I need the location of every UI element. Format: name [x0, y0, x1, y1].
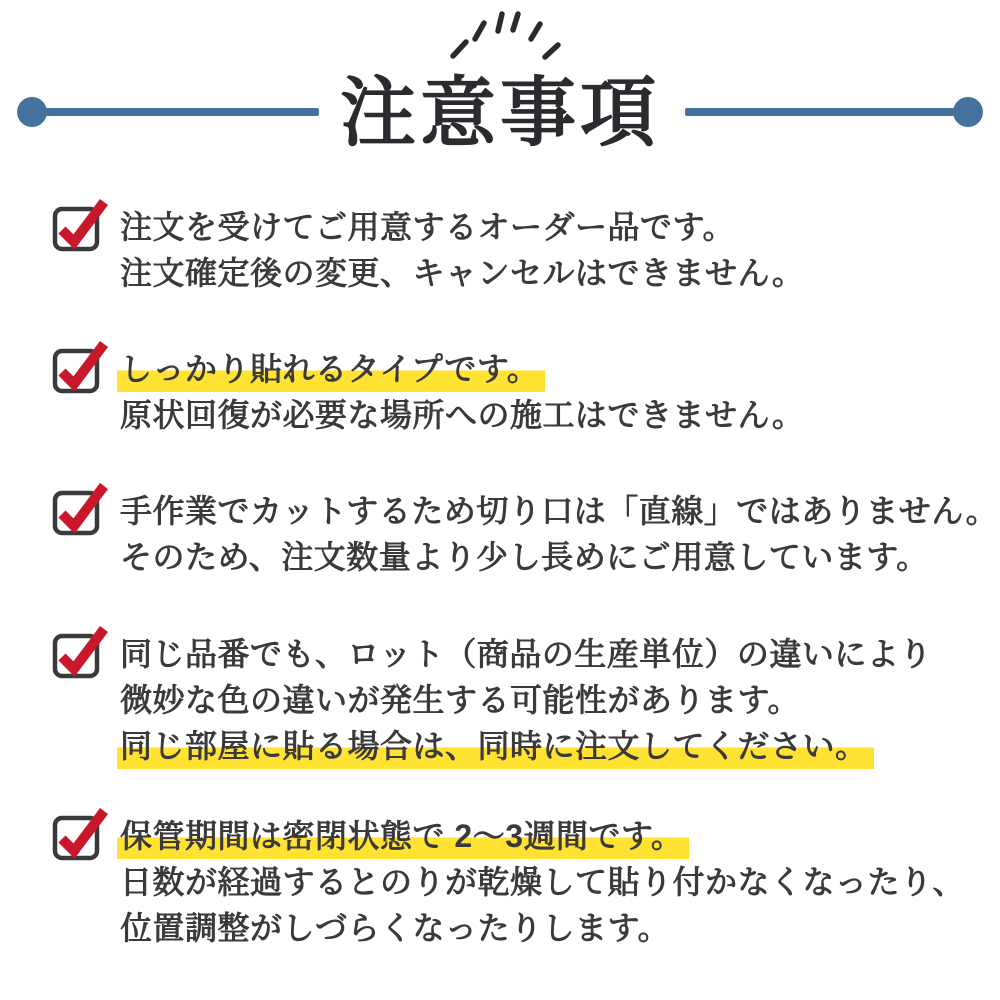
highlighted-text: 保管期間は密閉状態で 2～3週間です。	[117, 818, 689, 859]
checkbox-checked-icon	[52, 196, 110, 254]
notice-line: そのため、注文数量より少し長めにご用意しています。	[120, 539, 929, 575]
notice-line: 微妙な色の違いが発生する可能性があります。	[120, 682, 800, 718]
notice-item	[52, 805, 965, 951]
notice-line: 原状回復が必要な場所への施工はできません。	[120, 397, 805, 433]
highlighted-text: しっかり貼れるタイプです。	[117, 351, 545, 392]
notice-line: 注文を受けてご用意するオーダー品です。	[120, 209, 735, 245]
notice-line: 同じ品番でも、ロット（商品の生産単位）の違いにより	[120, 636, 932, 672]
notice-line	[120, 813, 965, 859]
checkbox-checked-icon	[52, 623, 110, 681]
notice-item	[52, 480, 998, 580]
notice-line	[120, 723, 932, 769]
highlighted-text: 同じ部屋に貼る場合は、同時に注文してください。	[117, 728, 874, 769]
notice-text	[120, 813, 965, 951]
notice-text	[120, 631, 932, 769]
checkbox-checked-icon	[52, 338, 110, 396]
notice-line: 手作業でカットするため切り口は「直線」ではありません。	[120, 493, 999, 529]
notice-line	[120, 346, 804, 392]
notice-line: 注文確定後の変更、キャンセルはできません。	[120, 255, 805, 291]
notice-line: 位置調整がしづらくなったりします。	[120, 910, 670, 946]
page-title: 注意事項	[340, 71, 660, 156]
checkbox-checked-icon	[52, 480, 110, 538]
divider-dot-right	[953, 97, 983, 127]
notice-text	[120, 488, 998, 580]
notice-line: 日数が経過するとのりが乾燥して貼り付かなくなったり、	[120, 864, 966, 900]
notice-item	[52, 338, 804, 438]
divider-rule-right	[685, 108, 969, 116]
divider-right	[685, 96, 983, 128]
notice-text	[120, 346, 804, 438]
notice-item	[52, 196, 804, 296]
checkbox-checked-icon	[52, 805, 110, 863]
notice-item	[52, 623, 932, 769]
notice-text	[120, 204, 804, 296]
